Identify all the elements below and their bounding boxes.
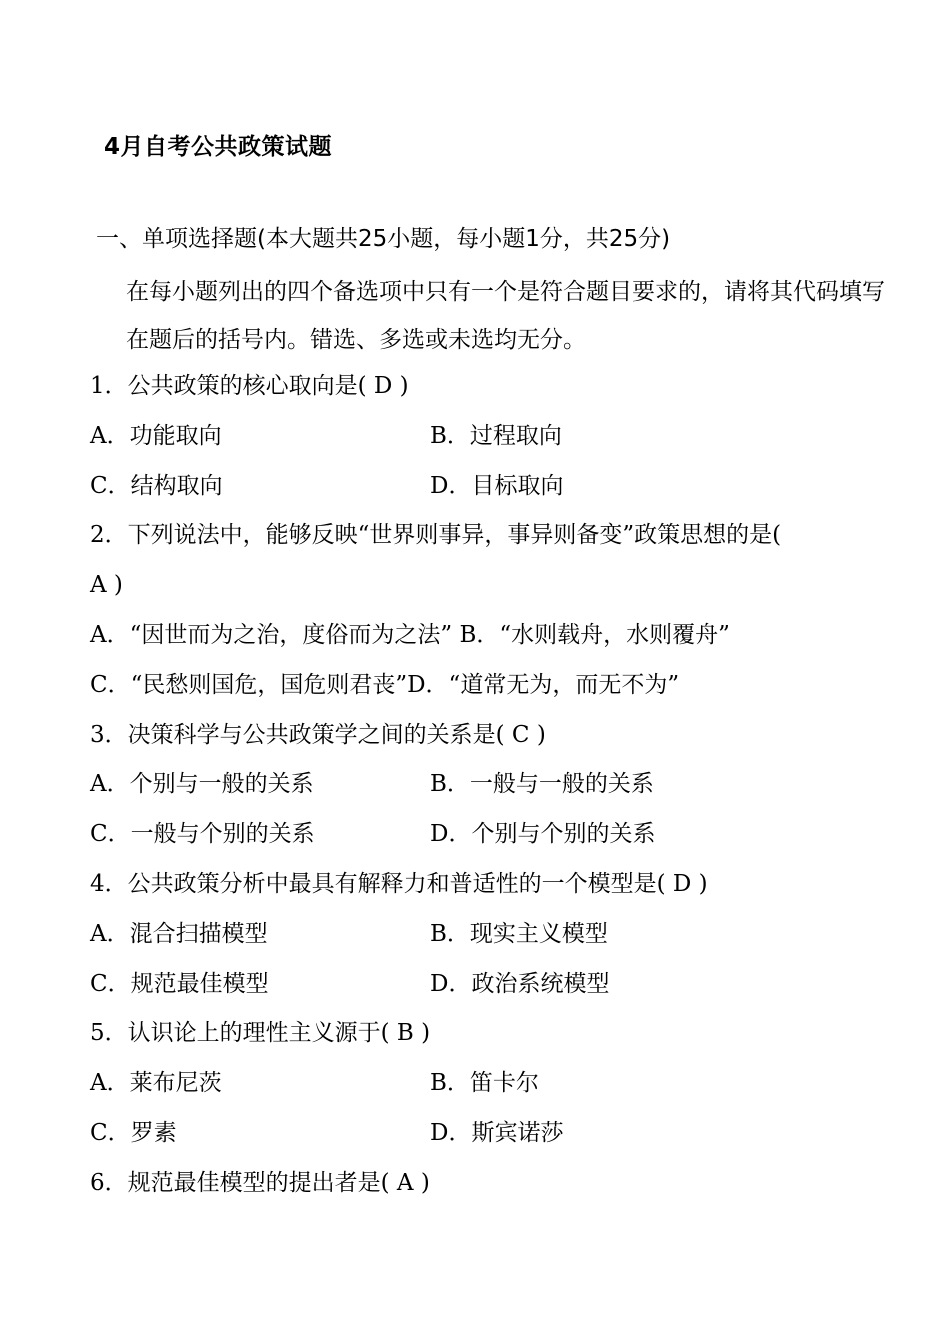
- option-row: C．“民愁则国危，国危则君丧”D．“道常无为，而无不为”: [90, 671, 680, 698]
- option-b: B．过程取向: [430, 422, 562, 449]
- section-instructions: 在每小题列出的四个备选项中只有一个是符合题目要求的，请将其代码填写在题后的括号内。错选、多选或未选均无分。: [126, 279, 885, 353]
- option-d: D．目标取向: [430, 472, 564, 499]
- question-stem: 3．决策科学与公共政策学之间的关系是( C ): [90, 721, 546, 748]
- question-stem: 4．公共政策分析中最具有解释力和普适性的一个模型是( D ): [90, 870, 708, 897]
- option-c: C．规范最佳模型: [90, 970, 269, 997]
- option-d: D．政治系统模型: [430, 970, 610, 997]
- question-stem: 1．公共政策的核心取向是( D ): [90, 373, 409, 399]
- option-a: A．个别与一般的关系: [90, 771, 314, 798]
- option-c: C．一般与个别的关系: [90, 821, 315, 848]
- option-c: C．结构取向: [90, 472, 223, 499]
- question-stem: 2．下列说法中，能够反映“世界则事异，事异则备变”政策思想的是(: [90, 522, 782, 549]
- option-row: [90, 1059, 880, 1109]
- section-heading: 一、单项选择题(本大题共25小题，每小题1分，共25分): [96, 226, 671, 252]
- document-title: 4月自考公共政策试题: [104, 134, 333, 160]
- option-row: [90, 462, 880, 512]
- option-d: D．个别与个别的关系: [430, 821, 656, 848]
- option-a: A．莱布尼茨: [90, 1070, 222, 1097]
- question-stem-continued: A ): [90, 572, 123, 599]
- option-b: B．一般与一般的关系: [430, 771, 654, 798]
- option-d: D．斯宾诺莎: [430, 1119, 564, 1146]
- option-b: B．现实主义模型: [430, 920, 608, 947]
- option-b: B．笛卡尔: [430, 1070, 539, 1097]
- option-row: [90, 810, 880, 860]
- option-a: A．混合扫描模型: [90, 920, 268, 947]
- option-row: [90, 910, 880, 960]
- option-row: A．“因世而为之治，度俗而为之法” B．“水则载舟，水则覆舟”: [90, 621, 730, 648]
- question-list: [90, 362, 880, 1209]
- option-row: [90, 412, 880, 462]
- question-stem: 6．规范最佳模型的提出者是( A ): [90, 1169, 430, 1196]
- question-stem: 5．认识论上的理性主义源于( B ): [90, 1020, 431, 1047]
- option-row: [90, 1109, 880, 1159]
- option-row: [90, 760, 880, 810]
- option-row: [90, 960, 880, 1010]
- option-c: C．罗素: [90, 1119, 177, 1146]
- option-a: A．功能取向: [90, 422, 222, 449]
